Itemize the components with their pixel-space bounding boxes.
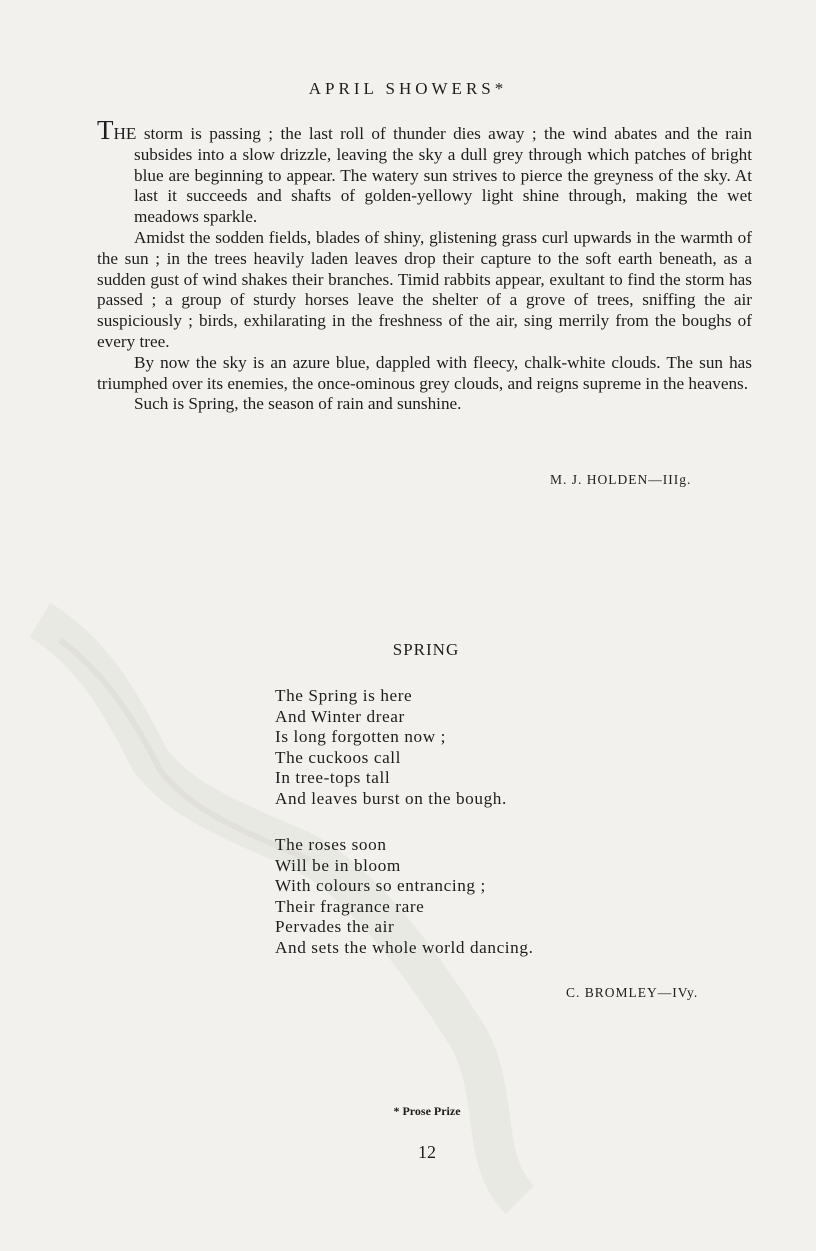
poem-line: Will be in bloom <box>275 855 401 875</box>
drop-cap: T <box>97 115 114 145</box>
poem-line: And sets the whole world dancing. <box>275 937 534 957</box>
poem-title: SPRING <box>392 640 460 659</box>
essay-paragraph <box>97 117 752 228</box>
essay-title: APRIL SHOWERS* <box>308 79 508 98</box>
essay-body <box>97 117 752 415</box>
poem-line: The roses soon <box>275 835 387 854</box>
poem-line: The cuckoos call <box>275 747 402 767</box>
poem-line: The Spring is here <box>275 686 413 705</box>
poem-line: In tree-tops tall <box>275 768 391 787</box>
poem-line: And leaves burst on the bough. <box>275 788 507 808</box>
poem-line: Their fragrance rare <box>275 896 425 916</box>
essay-paragraph: By now the sky is an azure blue, dappled with fleecy, chalk-white clouds. The sun has triumphed over its enemies, the once-ominous grey clouds, and reigns supreme in the heavens. <box>97 352 752 393</box>
essay-author: M. J. HOLDEN—IIIg. <box>550 472 692 487</box>
essay-paragraph-text: HE storm is passing ; the last roll of thunder dies away ; the wind abates and the rain subsides into a slow drizzle, leaving the sky a dull grey through which patches of bright blue are beginning to appear. The watery sun strives to pierce the greyness of the sky. At last it succeeds and shafts of golden-yellowy light shine through, making the wet meadows sparkle. <box>113 124 752 227</box>
stanza-break <box>275 809 533 835</box>
poem-line: Pervades the air <box>275 917 395 936</box>
essay-paragraph: Amidst the sodden fields, blades of shiny, glistening grass curl upwards in the warmth of the sun ; in the trees heavily laden leaves drop their capture to the soft earth beneath, as a sudden gust of wind shakes their branches. Timid rabbits appear, exultant to find the storm has passed ; a group of sturdy horses leave the shelter of a grove of trees, sniffing the air suspiciously ; birds, exhilarating in the freshness of the air, sing merrily from the boughs of every tree. <box>97 227 752 351</box>
poem-author: C. BROMLEY—IVy. <box>566 985 699 1000</box>
page-number: 12 <box>418 1142 436 1162</box>
poem-line: And Winter drear <box>275 706 405 726</box>
poem-line: With colours so entrancing ; <box>275 876 486 895</box>
poem-body <box>275 686 533 958</box>
footnote: * Prose Prize <box>393 1104 461 1118</box>
essay-paragraph: Such is Spring, the season of rain and sunshine. <box>134 394 462 414</box>
poem-line: Is long forgotten now ; <box>275 727 447 746</box>
